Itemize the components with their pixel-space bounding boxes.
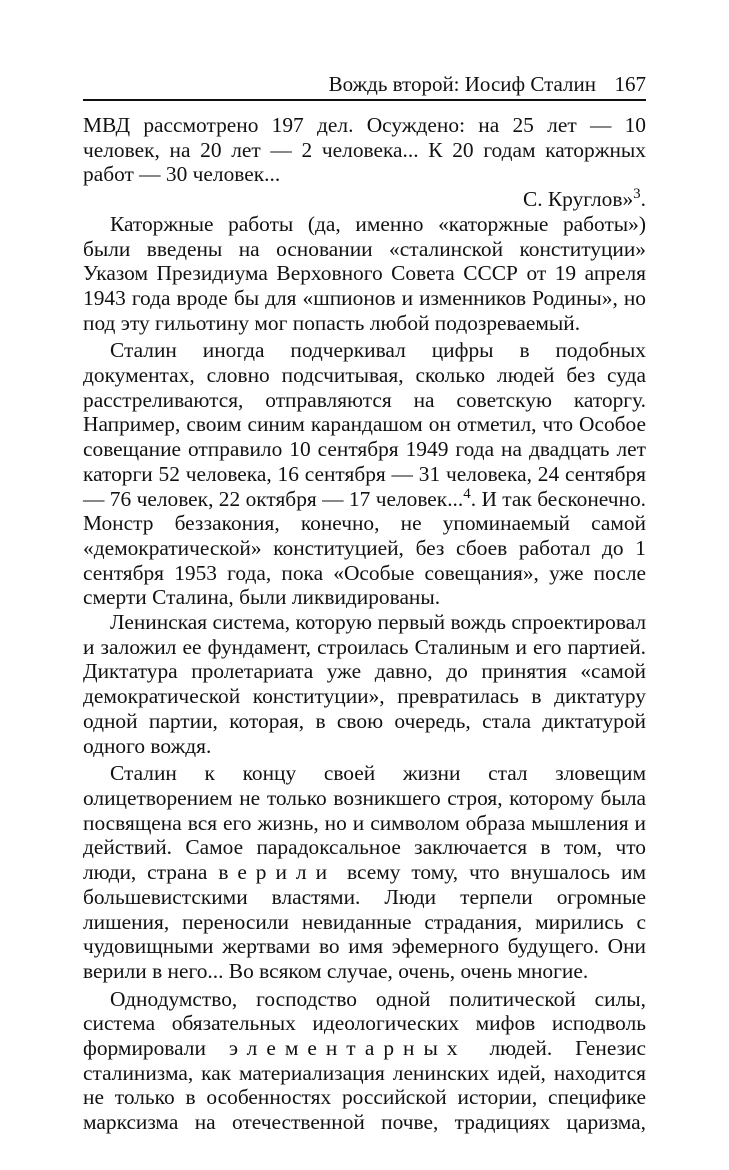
spaced-emphasis: верили (218, 860, 337, 885)
paragraph-text: людей. Генезис сталинизма, как материализация ленинских идей, находится не только в особенностях российской истории, специфике марксизма на отечественной почве, традициях царизма, (83, 1036, 646, 1135)
page-number: 167 (614, 72, 646, 96)
paragraph-text: всему тому, что внушалось им большевистскими властями. Люди терпели огромные лишения, переносили невиданные страдания, мирились с чудовищными жертвами во имя эфемерного будущего. Они верили в него... Во всяком случае, очень, очень многие. (83, 860, 646, 983)
paragraph-text: Однодумство, господство одной политической силы, система обязательных идеологических мифов исподволь формировали (83, 986, 646, 1061)
footnote-marker: 3 (633, 185, 641, 202)
header-rule (83, 99, 646, 101)
footnote-marker: 4 (463, 485, 471, 502)
paragraph-text: Сталин иногда подчеркивал цифры в подобных документах, словно подсчитывая, сколько людей без суда расстреливаются, отправляются на советскую каторгу. Например, своим синим карандашом он отметил, что Особое совещание отправило 10 сентября 1949 года на двадцать лет каторги 52 человека, 16 сентября — 31 человека, 24 сентября — 76 человек, 22 октября — 17 человек... (83, 338, 646, 511)
spaced-emphasis: элементарных (228, 1036, 467, 1061)
body-text (83, 113, 646, 1135)
paragraph-continued: МВД рассмотрено 197 дел. Осуждено: на 25 лет — 10 человек, на 20 лет — 2 человека... К 20 годам каторжных работ — 30 человек... (83, 113, 646, 187)
signature-name: С. Круглов» (522, 187, 634, 212)
paragraph (83, 338, 646, 610)
running-title: Вождь второй: Иосиф Сталин (328, 72, 596, 96)
signature: С. Круглов»$^3$. (522, 185, 646, 212)
running-header (83, 72, 646, 96)
paragraph (83, 987, 646, 1135)
paragraph (83, 761, 646, 983)
paragraph: Каторжные работы (да, именно «каторжные работы») были введены на основании «сталинской конституции» Указом Президиума Верховного Совета СССР от 19 апреля 1943 года вроде бы для «шпионов и изменников Родины», но под эту гильотину мог попасть любой подозреваемый. (83, 211, 646, 335)
paragraph-text: Сталин к концу своей жизни стал зловещим олицетворением не только возникшего строя, которому была посвящена вся его жизнь, но и символом образа мышления и действий. Самое парадоксальное заключается в том, что люди, страна (83, 761, 646, 885)
paragraph: Ленинская система, которую первый вождь спроектировал и заложил ее фундамент, строилась Сталиным и его партией. Диктатура пролетариата уже давно, до принятия «самой демократической конституции», превратилась в диктатуру одной партии, которая, в свою очередь, стала диктатурой одного вождя. (83, 610, 646, 758)
paragraph-text: . И так бесконечно. Монстр беззакония, конечно, не упоминаемый самой «демократической» конституцией, без сбоев работал до 1 сентября 1953 года, пока «Особые совещания», уже после смерти Сталина, были ликвидированы. (83, 486, 646, 610)
